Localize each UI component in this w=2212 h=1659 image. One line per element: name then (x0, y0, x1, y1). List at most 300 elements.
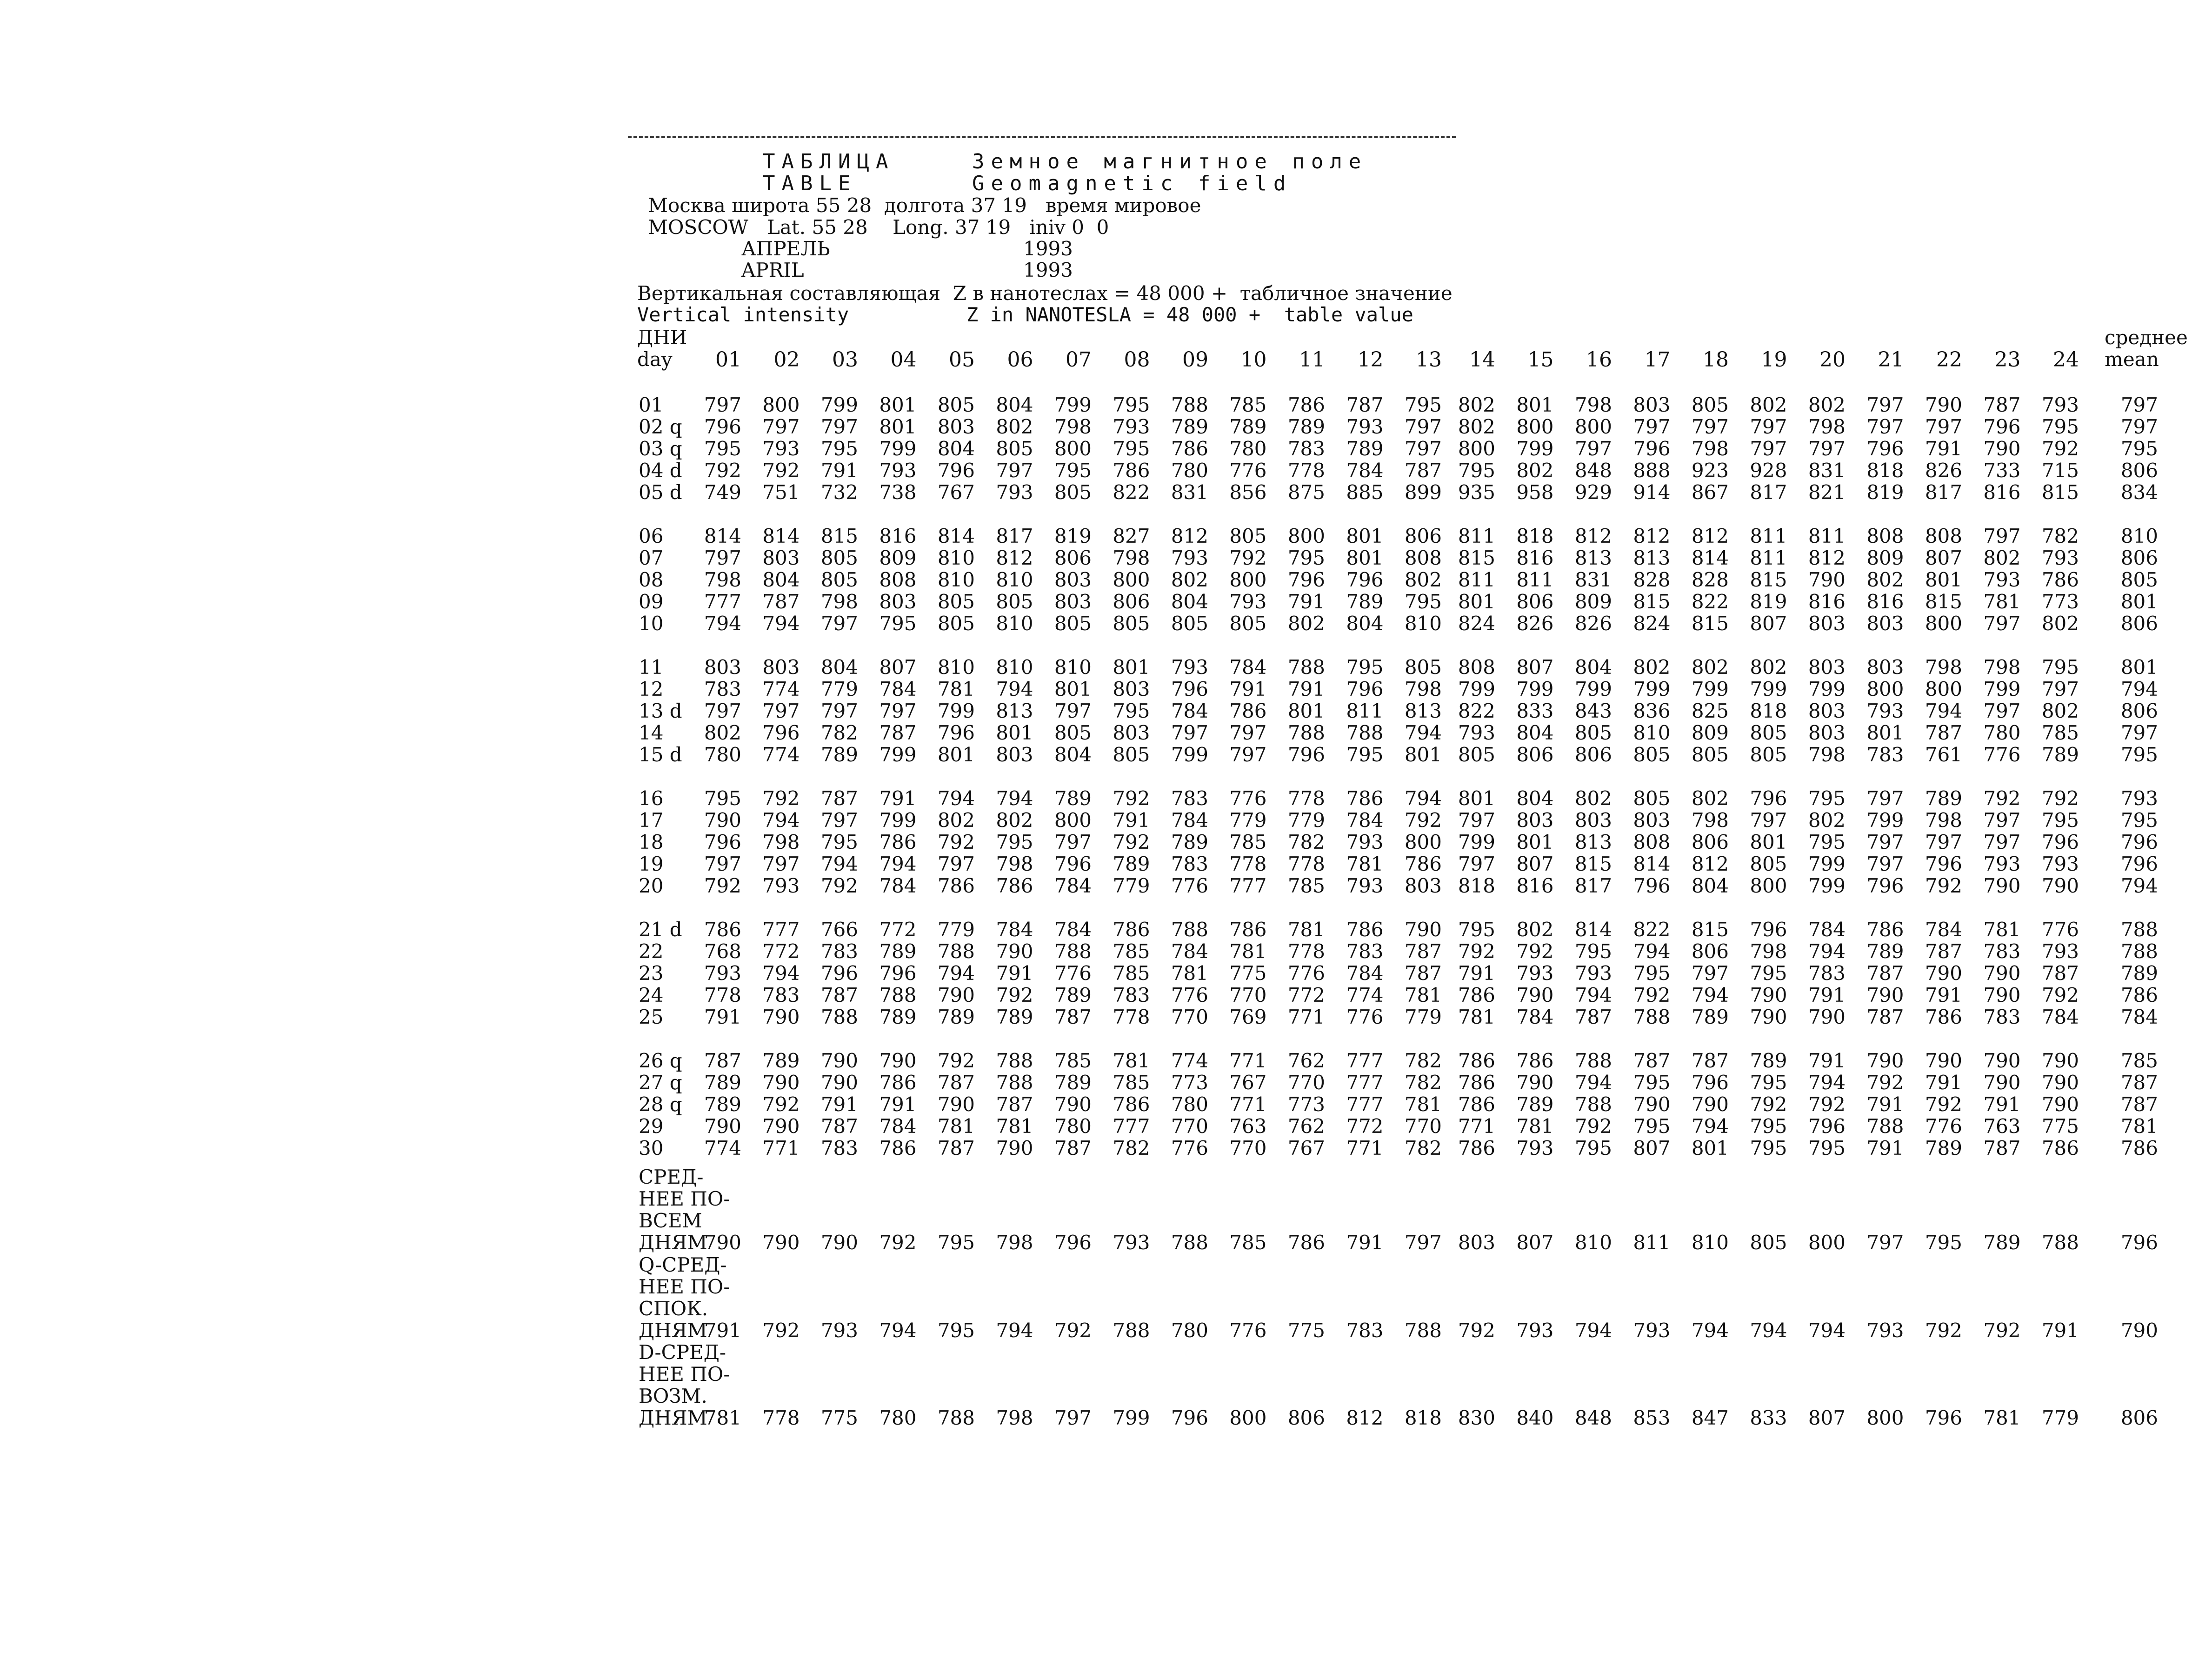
table-cell: 790 (762, 1071, 800, 1094)
table-cell: 779 (820, 678, 858, 700)
table-cell: 799 (1574, 678, 1612, 700)
table-cell: 786 (704, 918, 741, 941)
table-cell: 795 (1633, 962, 1671, 985)
table-cell: 787 (1633, 1049, 1671, 1072)
table-cell: 795 (820, 831, 858, 853)
table-cell: 796 (762, 721, 800, 744)
table-cell: 792 (704, 874, 741, 897)
table-cell: 792 (1750, 1093, 1787, 1116)
table-cell: 803 (1574, 809, 1612, 832)
table-cell: 787 (1866, 1006, 1904, 1028)
table-cell: 811 (1458, 525, 1495, 547)
table-cell: 802 (1574, 787, 1612, 810)
table-cell: 786 (1516, 1049, 1554, 1072)
table-cell: 929 (1574, 481, 1612, 504)
table-cell: 788 (1633, 1006, 1671, 1028)
table-cell: 831 (1171, 481, 1208, 504)
table-cell: 783 (1113, 984, 1150, 1006)
table-cell: 795 (937, 1319, 975, 1342)
table-cell: 778 (1113, 1006, 1150, 1028)
table-cell: 815 (820, 525, 858, 547)
location-en: MOSCOW Lat. 55 28 Long. 37 19 iniv 0 0 (648, 216, 1109, 239)
table-cell: 793 (1516, 1137, 1554, 1159)
table-cell: 811 (1346, 700, 1384, 722)
table-cell: 802 (996, 415, 1033, 438)
table-cell: 797 (2041, 678, 2079, 700)
table-cell: 796 (1750, 918, 1787, 941)
table-cell: 792 (1983, 787, 2021, 810)
table-cell: 791 (1458, 962, 1495, 985)
table-cell: 802 (1866, 568, 1904, 591)
table-cell: 798 (1691, 809, 1729, 832)
table-cell: 790 (1691, 1093, 1729, 1116)
table-cell: 784 (879, 874, 917, 897)
table-cell: 788 (2120, 940, 2158, 963)
table-cell: 780 (1171, 1093, 1208, 1116)
table-cell: 787 (937, 1071, 975, 1094)
table-cell: 793 (762, 437, 800, 460)
table-cell: 792 (1866, 1071, 1904, 1094)
top-dashed-rule (628, 136, 1456, 138)
day-label: 10 (639, 612, 664, 635)
table-cell: 803 (1633, 809, 1671, 832)
table-cell: 794 (879, 1319, 917, 1342)
table-cell: 796 (820, 962, 858, 985)
table-cell: 792 (1054, 1319, 1092, 1342)
table-cell: 781 (937, 678, 975, 700)
table-cell: 791 (704, 1319, 741, 1342)
table-cell: 785 (1113, 940, 1150, 963)
table-cell: 791 (820, 1093, 858, 1116)
table-cell: 816 (1808, 590, 1846, 613)
table-cell: 770 (1287, 1071, 1325, 1094)
hour-header: 13 (1416, 348, 1442, 372)
year-en: 1993 (1023, 259, 1073, 281)
table-cell: 805 (1054, 481, 1092, 504)
table-cell: 778 (1287, 853, 1325, 875)
table-cell: 789 (1866, 940, 1904, 963)
table-cell: 808 (1633, 831, 1671, 853)
table-cell: 801 (1346, 546, 1384, 569)
table-cell: 795 (1574, 940, 1612, 963)
table-cell: 788 (820, 1006, 858, 1028)
table-cell: 796 (1346, 568, 1384, 591)
table-cell: 793 (1171, 656, 1208, 679)
table-cell: 784 (1054, 918, 1092, 941)
table-cell: 816 (1516, 874, 1554, 897)
table-cell: 784 (1229, 656, 1267, 679)
table-cell: 796 (1925, 1406, 1962, 1429)
table-cell: 786 (996, 874, 1033, 897)
table-cell: 802 (704, 721, 741, 744)
table-cell: 795 (704, 437, 741, 460)
table-cell: 790 (1983, 1071, 2021, 1094)
table-cell: 848 (1574, 1406, 1612, 1429)
table-cell: 797 (1808, 437, 1846, 460)
table-cell: 805 (1691, 743, 1729, 766)
table-cell: 776 (1171, 874, 1208, 897)
table-cell: 796 (1866, 437, 1904, 460)
table-cell: 786 (1287, 393, 1325, 416)
component-en: Vertical intensity Z in NANOTESLA = 48 000 + table value (637, 303, 1413, 326)
table-cell: 738 (879, 481, 917, 504)
table-cell: 774 (1346, 984, 1384, 1006)
table-cell: 790 (1054, 1093, 1092, 1116)
table-cell: 786 (1346, 918, 1384, 941)
table-cell: 785 (1229, 831, 1267, 853)
table-cell: 817 (1925, 481, 1962, 504)
day-label: 07 (639, 546, 664, 569)
table-cell: 808 (1404, 546, 1442, 569)
table-cell: 794 (1691, 1319, 1729, 1342)
table-cell: 802 (1516, 459, 1554, 482)
table-cell: 958 (1516, 481, 1554, 504)
table-cell: 797 (1866, 393, 1904, 416)
table-cell: 792 (762, 459, 800, 482)
table-cell: 806 (1691, 831, 1729, 853)
table-cell: 782 (1404, 1071, 1442, 1094)
table-cell: 790 (1983, 874, 2021, 897)
table-cell: 790 (1808, 568, 1846, 591)
hour-header: 02 (773, 348, 800, 372)
table-cell: 803 (1866, 656, 1904, 679)
table-cell: 795 (1113, 437, 1150, 460)
table-cell: 793 (1113, 1231, 1150, 1254)
table-cell: 815 (1574, 853, 1612, 875)
table-cell: 793 (1171, 546, 1208, 569)
table-cell: 789 (1287, 415, 1325, 438)
table-cell: 786 (879, 1137, 917, 1159)
table-cell: 795 (1404, 393, 1442, 416)
table-cell: 795 (1750, 1071, 1787, 1094)
table-cell: 779 (1287, 809, 1325, 832)
table-cell: 810 (996, 656, 1033, 679)
table-cell: 815 (1458, 546, 1495, 569)
table-cell: 789 (1691, 1006, 1729, 1028)
table-cell: 806 (2120, 700, 2158, 722)
table-cell: 783 (820, 1137, 858, 1159)
table-cell: 790 (820, 1231, 858, 1254)
table-cell: 789 (1054, 984, 1092, 1006)
table-cell: 803 (1054, 568, 1092, 591)
table-cell: 797 (1983, 612, 2021, 635)
table-cell: 787 (1054, 1137, 1092, 1159)
location-ru: Москва широта 55 28 долгота 37 19 время мировое (648, 194, 1201, 217)
table-cell: 791 (1925, 984, 1962, 1006)
table-cell: 781 (1346, 853, 1384, 875)
table-cell: 771 (762, 1137, 800, 1159)
table-cell: 804 (1516, 787, 1554, 810)
day-label-en: day (637, 348, 673, 371)
table-cell: 786 (1458, 1137, 1495, 1159)
table-cell: 794 (762, 962, 800, 985)
table-cell: 856 (1229, 481, 1267, 504)
table-cell: 802 (1808, 809, 1846, 832)
table-cell: 782 (2041, 525, 2079, 547)
table-cell: 790 (1516, 984, 1554, 1006)
table-cell: 853 (1633, 1406, 1671, 1429)
table-cell: 793 (820, 1319, 858, 1342)
table-cell: 818 (1458, 874, 1495, 897)
table-cell: 790 (1983, 984, 2021, 1006)
table-cell: 793 (762, 874, 800, 897)
table-cell: 792 (1113, 787, 1150, 810)
day-label: 04 d (639, 459, 682, 482)
table-cell: 795 (1633, 1071, 1671, 1094)
table-cell: 794 (1691, 1115, 1729, 1138)
table-cell: 794 (1574, 1319, 1612, 1342)
table-cell: 786 (1925, 1006, 1962, 1028)
table-cell: 783 (1983, 1006, 2021, 1028)
table-cell: 789 (1925, 787, 1962, 810)
table-cell: 816 (879, 525, 917, 547)
table-cell: 803 (1404, 874, 1442, 897)
summary-label: D-СРЕД- (639, 1341, 726, 1364)
table-cell: 799 (1516, 678, 1554, 700)
table-cell: 794 (996, 1319, 1033, 1342)
table-cell: 784 (2041, 1006, 2079, 1028)
table-cell: 797 (704, 393, 741, 416)
table-cell: 805 (1691, 393, 1729, 416)
table-cell: 807 (879, 656, 917, 679)
table-cell: 784 (879, 1115, 917, 1138)
table-cell: 806 (1054, 546, 1092, 569)
table-cell: 796 (1171, 1406, 1208, 1429)
table-cell: 787 (1346, 393, 1384, 416)
table-cell: 794 (762, 612, 800, 635)
hour-header: 01 (715, 348, 741, 372)
table-cell: 788 (996, 1071, 1033, 1094)
table-cell: 789 (704, 1093, 741, 1116)
hour-header: 08 (1124, 348, 1150, 372)
table-cell: 800 (1458, 437, 1495, 460)
table-cell: 783 (1346, 940, 1384, 963)
table-cell: 799 (1866, 809, 1904, 832)
mean-label-ru: среднее (2105, 326, 2188, 349)
table-cell: 787 (1925, 721, 1962, 744)
table-cell: 808 (1458, 656, 1495, 679)
table-cell: 775 (1287, 1319, 1325, 1342)
table-cell: 780 (1171, 459, 1208, 482)
table-cell: 805 (1633, 787, 1671, 810)
table-cell: 802 (1287, 612, 1325, 635)
table-cell: 774 (1171, 1049, 1208, 1072)
table-cell: 796 (879, 962, 917, 985)
table-cell: 790 (704, 809, 741, 832)
table-cell: 803 (879, 590, 917, 613)
table-cell: 789 (1229, 415, 1267, 438)
table-cell: 813 (1574, 546, 1612, 569)
table-cell: 803 (1866, 612, 1904, 635)
table-cell: 794 (1925, 700, 1962, 722)
table-cell: 828 (1691, 568, 1729, 591)
table-cell: 799 (879, 743, 917, 766)
table-cell: 791 (996, 962, 1033, 985)
table-cell: 791 (704, 1006, 741, 1028)
table-cell: 790 (1925, 393, 1962, 416)
table-cell: 784 (1171, 700, 1208, 722)
table-cell: 815 (1691, 612, 1729, 635)
table-cell: 791 (1808, 1049, 1846, 1072)
table-cell: 794 (996, 678, 1033, 700)
hour-header: 05 (949, 348, 975, 372)
day-label: 22 (639, 940, 664, 963)
table-cell: 788 (1574, 1049, 1612, 1072)
year-ru: 1993 (1023, 237, 1073, 260)
table-cell: 762 (1287, 1049, 1325, 1072)
hour-header: 07 (1066, 348, 1092, 372)
table-cell: 794 (762, 809, 800, 832)
table-cell: 768 (704, 940, 741, 963)
table-cell: 777 (704, 590, 741, 613)
table-cell: 796 (1808, 1115, 1846, 1138)
table-cell: 797 (1691, 962, 1729, 985)
table-cell: 814 (1633, 853, 1671, 875)
day-label: 24 (639, 984, 664, 1006)
table-cell: 815 (1925, 590, 1962, 613)
table-cell: 793 (1866, 700, 1904, 722)
table-cell: 802 (1458, 415, 1495, 438)
table-cell: 928 (1750, 459, 1787, 482)
table-cell: 807 (1516, 853, 1554, 875)
table-cell: 796 (1866, 874, 1904, 897)
table-cell: 786 (1113, 459, 1150, 482)
table-cell: 786 (2120, 1137, 2158, 1159)
table-cell: 780 (1054, 1115, 1092, 1138)
table-cell: 824 (1633, 612, 1671, 635)
table-cell: 807 (1808, 1406, 1846, 1429)
table-cell: 792 (996, 984, 1033, 1006)
table-cell: 806 (1516, 590, 1554, 613)
table-cell: 781 (1983, 918, 2021, 941)
table-cell: 802 (1458, 393, 1495, 416)
table-cell: 794 (1404, 787, 1442, 810)
table-cell: 790 (820, 1071, 858, 1094)
table-cell: 786 (1229, 918, 1267, 941)
table-cell: 787 (2041, 962, 2079, 985)
table-cell: 805 (1171, 612, 1208, 635)
table-cell: 786 (2041, 568, 2079, 591)
table-cell: 793 (1633, 1319, 1671, 1342)
table-cell: 800 (1925, 678, 1962, 700)
table-cell: 797 (2120, 721, 2158, 744)
table-cell: 784 (996, 918, 1033, 941)
table-cell: 773 (1171, 1071, 1208, 1094)
table-cell: 784 (1171, 809, 1208, 832)
table-cell: 781 (2120, 1115, 2158, 1138)
table-cell: 792 (1925, 1319, 1962, 1342)
table-cell: 792 (1983, 1319, 2021, 1342)
table-cell: 787 (762, 590, 800, 613)
table-cell: 775 (1229, 962, 1267, 985)
table-cell: 806 (1516, 743, 1554, 766)
day-label: 09 (639, 590, 664, 613)
table-cell: 818 (1404, 1406, 1442, 1429)
table-cell: 778 (762, 1406, 800, 1429)
table-cell: 786 (1171, 437, 1208, 460)
table-cell: 783 (820, 940, 858, 963)
table-cell: 800 (1866, 1406, 1904, 1429)
table-cell: 794 (937, 962, 975, 985)
component-ru: Вертикальная составляющая Z в нанотеслах = 48 000 + табличное значение (637, 282, 1452, 305)
table-cell: 803 (1808, 700, 1846, 722)
table-cell: 790 (1925, 962, 1962, 985)
table-cell: 771 (1346, 1137, 1384, 1159)
table-cell: 778 (1287, 787, 1325, 810)
table-cell: 806 (1113, 590, 1150, 613)
table-cell: 795 (1054, 459, 1092, 482)
table-cell: 785 (1054, 1049, 1092, 1072)
table-cell: 813 (996, 700, 1033, 722)
table-cell: 791 (1983, 1093, 2021, 1116)
table-cell: 795 (2041, 656, 2079, 679)
table-cell: 800 (1516, 415, 1554, 438)
day-label: 13 d (639, 700, 682, 722)
table-cell: 802 (1983, 546, 2021, 569)
table-cell: 812 (1171, 525, 1208, 547)
table-cell: 769 (1229, 1006, 1267, 1028)
table-cell: 814 (1691, 546, 1729, 569)
table-cell: 786 (1113, 918, 1150, 941)
table-cell: 796 (2120, 831, 2158, 853)
table-cell: 776 (1171, 984, 1208, 1006)
table-cell: 784 (1925, 918, 1962, 941)
table-cell: 798 (1113, 546, 1150, 569)
table-cell: 815 (2041, 481, 2079, 504)
table-cell: 784 (879, 678, 917, 700)
table-cell: 804 (1171, 590, 1208, 613)
table-cell: 800 (1054, 809, 1092, 832)
table-cell: 791 (879, 1093, 917, 1116)
table-cell: 805 (2120, 568, 2158, 591)
table-cell: 790 (2041, 874, 2079, 897)
table-cell: 815 (1691, 918, 1729, 941)
table-cell: 792 (2041, 787, 2079, 810)
table-cell: 799 (879, 437, 917, 460)
table-cell: 792 (879, 1231, 917, 1254)
table-cell: 797 (879, 700, 917, 722)
table-cell: 805 (1750, 721, 1787, 744)
table-cell: 799 (1516, 437, 1554, 460)
table-cell: 810 (937, 546, 975, 569)
table-cell: 791 (820, 459, 858, 482)
table-cell: 794 (1404, 721, 1442, 744)
hour-header: 20 (1819, 348, 1846, 372)
table-cell: 799 (820, 393, 858, 416)
table-cell: 795 (1633, 1115, 1671, 1138)
hour-header: 09 (1182, 348, 1208, 372)
table-cell: 782 (1404, 1049, 1442, 1072)
table-cell: 795 (1808, 787, 1846, 810)
summary-label: ВОЗМ. (639, 1385, 707, 1407)
table-cell: 781 (1983, 1406, 2021, 1429)
table-cell: 786 (1229, 700, 1267, 722)
table-cell: 803 (1458, 1231, 1495, 1254)
table-cell: 816 (1983, 481, 2021, 504)
table-cell: 830 (1458, 1406, 1495, 1429)
table-cell: 781 (1404, 1093, 1442, 1116)
table-cell: 790 (762, 1006, 800, 1028)
table-cell: 800 (1229, 1406, 1267, 1429)
table-cell: 795 (1113, 393, 1150, 416)
table-cell: 787 (704, 1049, 741, 1072)
table-cell: 819 (1866, 481, 1904, 504)
table-cell: 797 (2120, 415, 2158, 438)
table-cell: 803 (762, 546, 800, 569)
table-cell: 795 (1287, 546, 1325, 569)
table-cell: 805 (1113, 612, 1150, 635)
table-cell: 788 (1171, 1231, 1208, 1254)
